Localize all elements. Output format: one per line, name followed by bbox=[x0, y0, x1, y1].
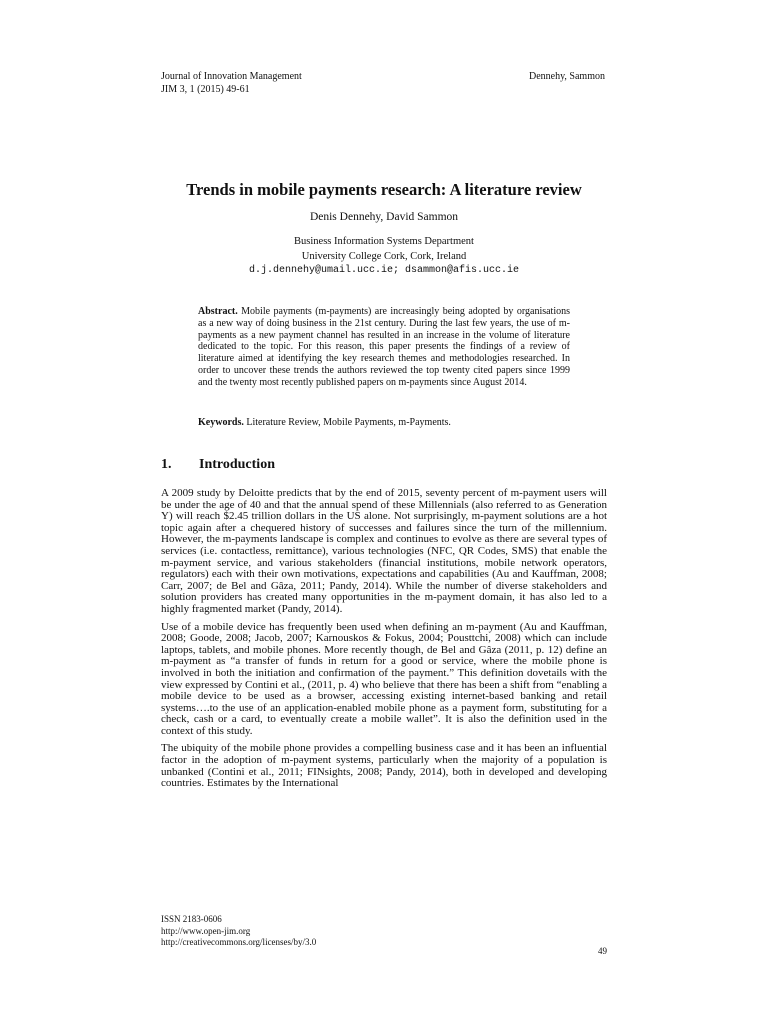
footer-issn: ISSN 2183-0606 bbox=[161, 914, 222, 924]
author-emails: d.j.dennehy@umail.ucc.ie; dsammon@afis.ucc.ie bbox=[248, 265, 520, 276]
journal-name: Journal of Innovation Management bbox=[161, 71, 302, 82]
paragraph: A 2009 study by Deloitte predicts that by the end of 2015, seventy percent of m-payment users will be under the age of 40 and that the annual spend of these Millennials (also referred to as Generation Y) will reach $2.45 trillion dollars in the US alone. Not surprisingly, m-payment solutions are a hot topic again after a chequered history of successes and failures since the turn of the millennium. However, the m-payments landscape is complex and continues to evolve as there are several types of services (i.e. contactless, remittance), various technologies (NFC, QR Codes, SMS) that enable the m-payment service, and various stakeholders (financial institutions, mobile network operators, regulators) each with their own motivations, expectations and capabilities (Au and Kauffman, 2008; Carr, 2007; de Bel and Gâza, 2011; Pandy, 2014). While the number of diverse stakeholders and solution providers has created many opportunities in the m-payment domain, it has also led to a highly fragmented market (Pandy, 2014). bbox=[161, 487, 607, 615]
section-title: Introduction bbox=[199, 457, 275, 472]
affiliation-university: University College Cork, Cork, Ireland bbox=[301, 250, 467, 262]
paragraph: The ubiquity of the mobile phone provides a compelling business case and it has been an influential factor in the adoption of m-payment systems, particularly when the majority of a population is unbanked (Contini et al., 2011; FINsights, 2008; Pandy, 2014), both in developed and developing countries. Estimates by the International bbox=[161, 742, 607, 790]
running-header-left bbox=[161, 70, 302, 96]
journal-volume: JIM 3, 1 (2015) 49-61 bbox=[161, 84, 250, 95]
affiliation-department: Business Information Systems Department bbox=[294, 236, 474, 247]
paragraph: Use of a mobile device has frequently been used when defining an m-payment (Au and Kauffman, 2008; Goode, 2008; Jacob, 2007; Karnouskos & Fokus, 2004; Pousttchi, 2008) which can include laptops, tablets, and mobile phones. More recently though, de Bel and Gâza (2011, p. 12) define an m-payment as “a transfer of funds in return for a good or service, where the mobile phone is involved in both the initiation and confirmation of the payment.” This definition dovetails with the view expressed by Contini et al., (2011, p. 4) who believe that there has been a shift from “enabling a mobile device to be used as a browser, accessing existing internet-based banking and retail systems….to the use of an application-enabled mobile phone as a payment form, substituting for a check, cash or a card, to eventually create a mobile wallet”. It is also the definition used in the context of this study. bbox=[161, 620, 607, 737]
section-number: 1. bbox=[161, 457, 172, 472]
paper-title: Trends in mobile payments research: A literature review bbox=[186, 180, 582, 199]
body-text bbox=[161, 488, 607, 796]
section-heading bbox=[161, 457, 275, 473]
affiliation-block bbox=[0, 235, 768, 279]
footer-url-journal: http://www.open-jim.org bbox=[161, 925, 251, 936]
footer-url-license: http://creativecommons.org/licenses/by/3.0 bbox=[161, 937, 317, 947]
keywords-label: Keywords. bbox=[198, 417, 244, 428]
running-header-authors: Dennehy, Sammon bbox=[528, 71, 605, 82]
abstract-label: Abstract. bbox=[198, 306, 238, 317]
paper-authors: Denis Dennehy, David Sammon bbox=[309, 211, 459, 223]
footer bbox=[161, 914, 316, 949]
abstract bbox=[198, 306, 570, 389]
keywords-text: Literature Review, Mobile Payments, m-Payments. bbox=[246, 417, 451, 428]
abstract-text: Mobile payments (m-payments) are increasingly being adopted by organisations as a new way of doing business in the 21st century. During the last few years, the use of m-payments as a new payment channel has resulted in an increase in the volume of literature dedicated to the topic. For this reason, this paper presents the findings of a review of literature aimed at identifying the key research themes and methodologies researched. In order to uncover these trends the authors reviewed the top twenty cited papers since 1999 and the twenty most recently published papers on m-payments since August 2014. bbox=[198, 306, 571, 388]
keywords bbox=[198, 417, 570, 428]
page-number: 49 bbox=[598, 946, 607, 956]
